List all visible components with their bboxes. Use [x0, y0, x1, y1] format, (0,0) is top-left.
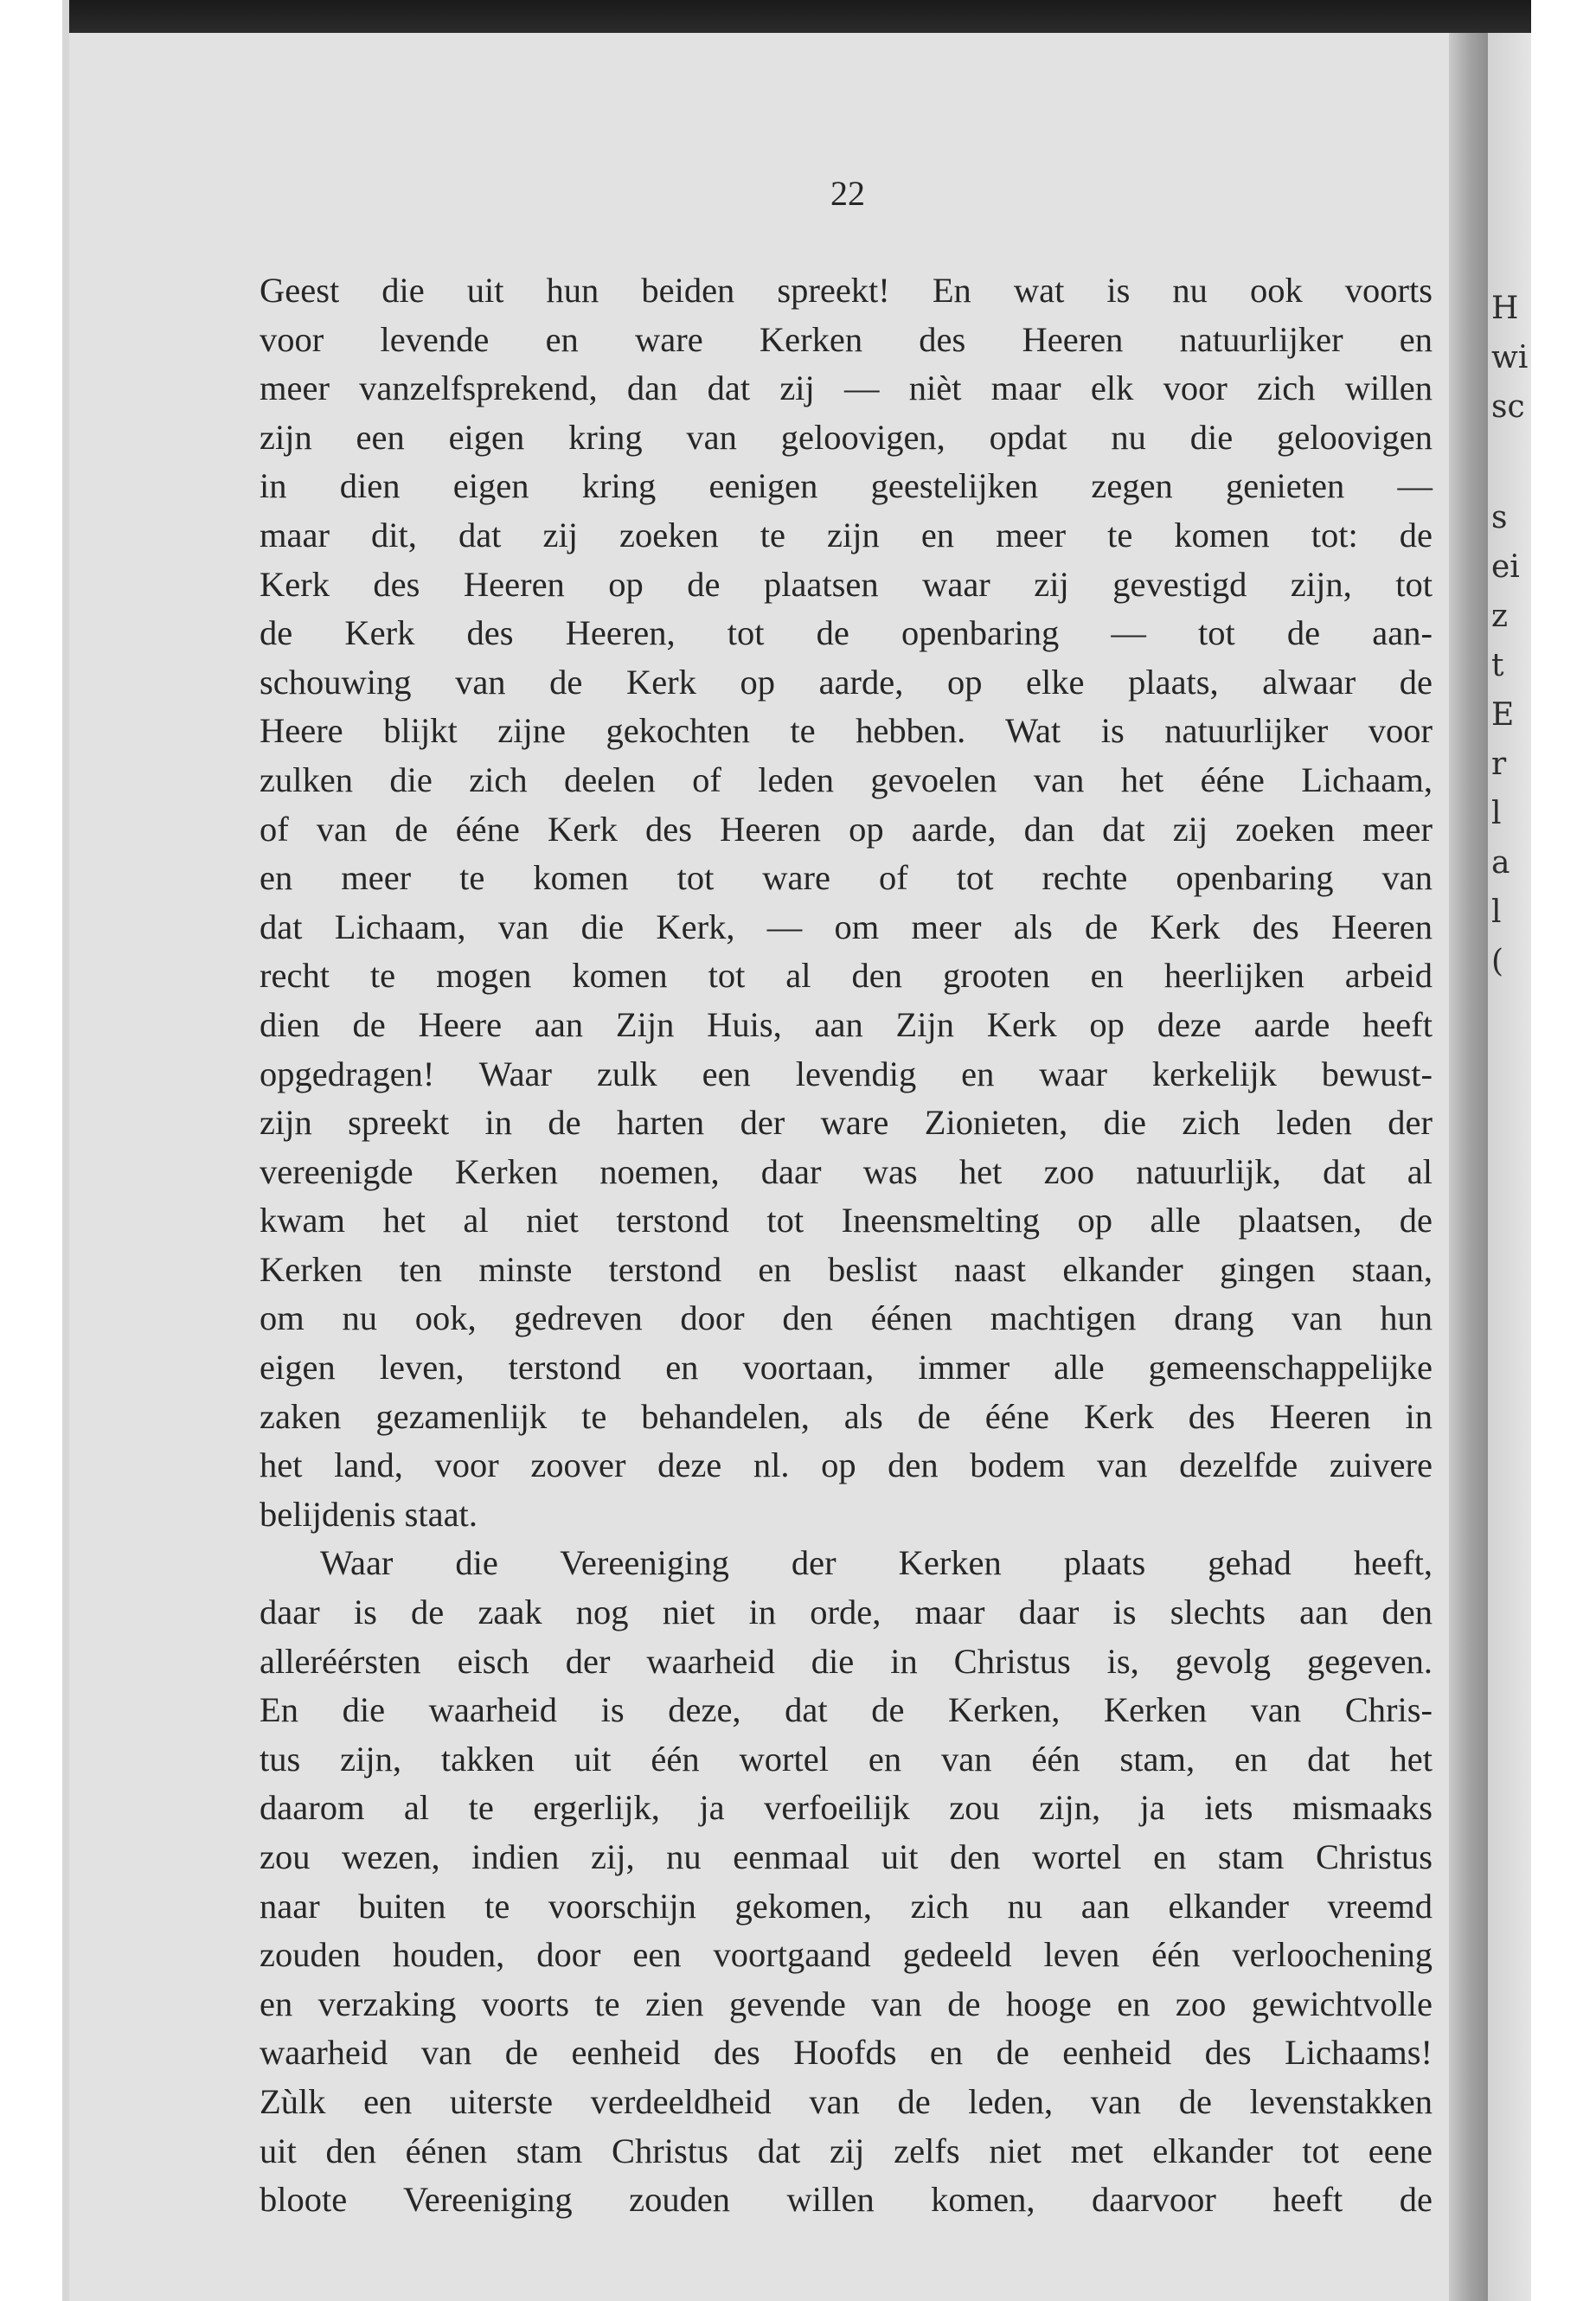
text-line: zouden houden, door een voortgaand gedeeld leven één verloochening: [260, 1935, 1433, 1975]
text-line: zulken die zich deelen of leden gevoelen van het ééne Lichaam,: [260, 760, 1433, 799]
text-line: en meer te komen tot ware of tot rechte openbaring van: [260, 858, 1433, 898]
next-page-fragment: sc: [1491, 389, 1525, 425]
text-line: recht te mogen komen tot al den grooten en heerlijken arbeid: [260, 956, 1433, 996]
text-line: Geest die uit hun beiden spreekt! En wat is nu ook voorts: [260, 271, 1433, 310]
next-page-fragment: wi: [1491, 340, 1529, 375]
text-line: of van de ééne Kerk des Heeren op aarde, dan dat zij zoeken meer: [260, 809, 1433, 849]
text-line: naar buiten te voorschijn gekomen, zich nu aan elkander vreemd: [260, 1886, 1433, 1926]
text-line: alleréérsten eisch der waarheid die in Christus is, gevolg gegeven.: [260, 1641, 1433, 1681]
text-line: opgedragen! Waar zulk een levendig en waar kerkelijk bewust-: [260, 1054, 1433, 1093]
page-number: 22: [830, 174, 865, 213]
next-page-fragment: E: [1491, 697, 1515, 733]
text-line: voor levende en ware Kerken des Heeren natuurlijker en: [260, 319, 1433, 359]
text-line: dien de Heere aan Zijn Huis, aan Zijn Kerk op deze aarde heeft: [260, 1004, 1433, 1044]
text-line: zijn een eigen kring van geloovigen, opdat nu die geloovigen: [260, 417, 1433, 457]
text-line: en verzaking voorts te zien gevende van de hooge en zoo gewichtvolle: [260, 1984, 1433, 2023]
text-line: schouwing van de Kerk op aarde, op elke plaats, alwaar de: [260, 662, 1433, 702]
text-line: het land, voor zoover deze nl. op den bodem van dezelfde zuivere: [260, 1445, 1433, 1485]
text-line: bloote Vereeniging zouden willen komen, daarvoor heeft de: [260, 2180, 1433, 2220]
text-line: En die waarheid is deze, dat de Kerken, Kerken van Chris-: [260, 1690, 1433, 1730]
text-line: daar is de zaak nog niet in orde, maar daar is slechts aan den: [260, 1593, 1433, 1632]
text-line: vereenigde Kerken noemen, daar was het zoo natuurlijk, dat al: [260, 1151, 1433, 1191]
text-line: Kerken ten minste terstond en beslist naast elkander gingen staan,: [260, 1249, 1433, 1289]
text-line: in dien eigen kring eenigen geestelijken zegen genieten —: [260, 466, 1433, 506]
next-page-fragment: l: [1491, 894, 1502, 930]
text-line: Kerk des Heeren op de plaatsen waar zij gevestigd zijn, tot: [260, 564, 1433, 604]
next-page-edge: [1488, 33, 1531, 2301]
text-line: zijn spreekt in de harten der ware Zionieten, die zich leden der: [260, 1103, 1433, 1143]
next-page-fragment: s: [1491, 500, 1508, 535]
text-line: meer vanzelfsprekend, dan dat zij — nièt maar elk voor zich willen: [260, 369, 1433, 408]
page-body-text: [260, 266, 1433, 2225]
text-line: eigen leven, terstond en voortaan, immer alle gemeenschappelijke: [260, 1348, 1433, 1388]
text-line: tus zijn, takken uit één wortel en van één stam, en dat het: [260, 1739, 1433, 1779]
text-line: dat Lichaam, van die Kerk, — om meer als de Kerk des Heeren: [260, 907, 1433, 946]
text-line: Zùlk een uiterste verdeeldheid van de leden, van de levenstakken: [260, 2081, 1433, 2121]
text-line: de Kerk des Heeren, tot de openbaring — tot de aan-: [260, 613, 1433, 653]
next-page-fragment: ei: [1491, 549, 1520, 585]
next-page-fragment: l: [1491, 796, 1502, 831]
text-line: Heere blijkt zijne gekochten te hebben. Wat is natuurlijker voor: [260, 711, 1433, 751]
next-page-fragment: (: [1491, 944, 1504, 979]
next-page-fragment: t: [1491, 648, 1504, 683]
text-line: daarom al te ergerlijk, ja verfoeilijk zou zijn, ja iets mismaaks: [260, 1788, 1433, 1828]
scan-top-edge: [65, 0, 1531, 33]
next-page-fragment: z: [1491, 599, 1508, 634]
text-line: zaken gezamenlijk te behandelen, als de ééne Kerk des Heeren in: [260, 1396, 1433, 1436]
text-line: uit den éénen stam Christus dat zij zelfs niet met elkander tot eene: [260, 2131, 1433, 2170]
text-line: zou wezen, indien zij, nu eenmaal uit den wortel en stam Christus: [260, 1837, 1433, 1876]
text-line: om nu ook, gedreven door den éénen machtigen drang van hun: [260, 1298, 1433, 1338]
text-line: kwam het al niet terstond tot Ineensmelting op alle plaatsen, de: [260, 1201, 1433, 1240]
text-line: belijdenis staat.: [260, 1494, 478, 1534]
page-gutter-shadow: [1449, 33, 1488, 2301]
next-page-fragment: a: [1491, 845, 1510, 881]
next-page-fragment: r: [1491, 747, 1507, 782]
next-page-fragment: H: [1491, 291, 1519, 326]
text-line: waarheid van de eenheid des Hoofds en de eenheid des Lichaams!: [260, 2033, 1433, 2073]
scan-right-margin: [1531, 0, 1596, 2301]
text-line: maar dit, dat zij zoeken te zijn en meer te komen tot: de: [260, 515, 1433, 554]
scan-left-edge: [62, 0, 69, 2301]
text-line: Waar die Vereeniging der Kerken plaats gehad heeft,: [320, 1543, 1433, 1583]
